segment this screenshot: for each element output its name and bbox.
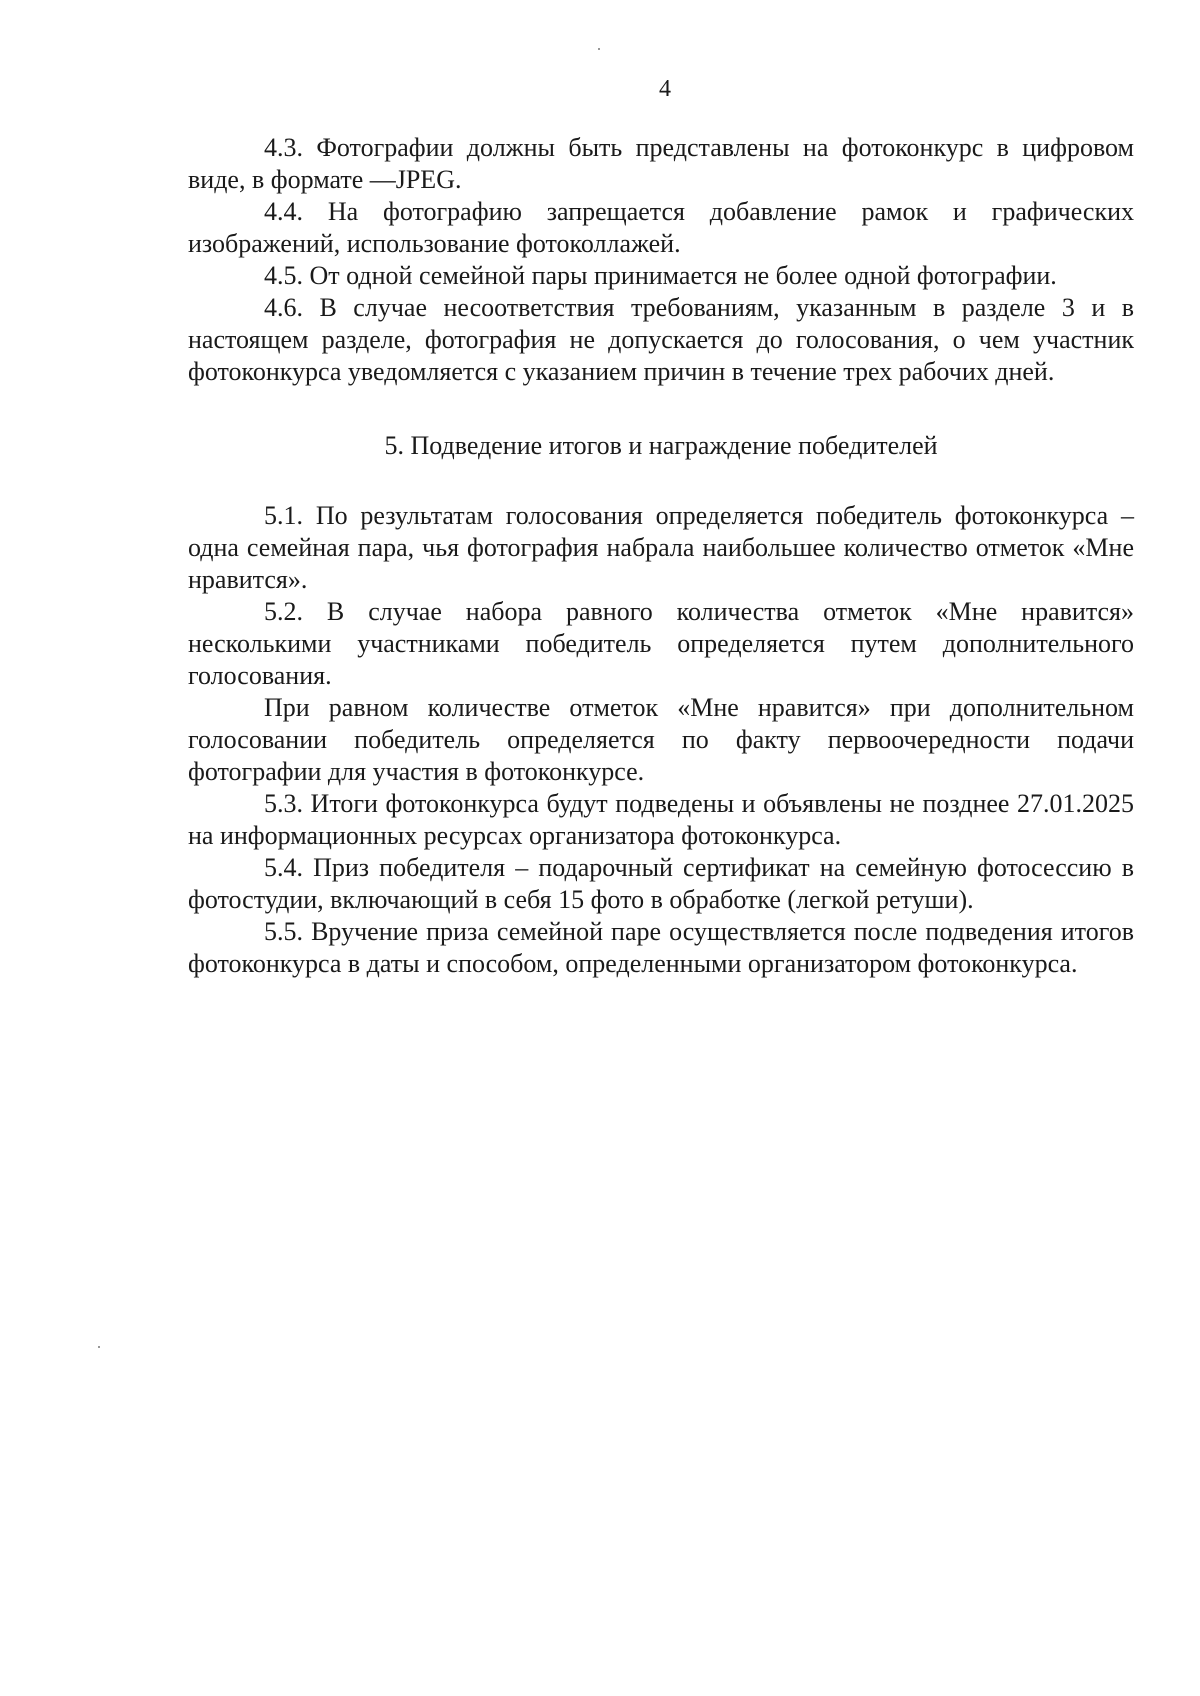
paragraph-5-5: 5.5. Вручение приза семейной паре осуществляется после подведения итогов фотоконкурса в даты и способом, определенными организатором фотоконкурса. [188, 917, 1134, 978]
scan-speck [98, 1346, 100, 1348]
paragraph-4-4: 4.4. На фотографию запрещается добавление рамок и графических изображений, использование фотоколлажей. [188, 197, 1134, 258]
paragraph-4-5: 4.5. От одной семейной пары принимается не более одной фотографии. [264, 261, 1057, 290]
paragraph-4-3: 4.3. Фотографии должны быть представлены на фотоконкурс в цифровом виде, в формате —JPEG. [188, 133, 1134, 194]
section-5-heading: 5. Подведение итогов и награждение победителей [384, 431, 938, 460]
paragraph-5-4: 5.4. Приз победителя – подарочный сертификат на семейную фотосессию в фотостудии, включающий в себя 15 фото в обработке (легкой ретуши). [188, 853, 1134, 914]
scan-speck [598, 48, 600, 50]
page-number: 4 [659, 76, 671, 102]
document-body [188, 132, 1134, 980]
paragraph-4-6: 4.6. В случае несоответствия требованиям, указанным в разделе 3 и в настоящем разделе, фотография не допускается до голосования, о чем участник фотоконкурса уведомляется с указанием причин в течение трех рабочих дней. [188, 293, 1134, 386]
paragraph-5-2-continued: При равном количестве отметок «Мне нравится» при дополнительном голосовании победитель определяется по факту первоочередности подачи фотографии для участия в фотоконкурсе. [188, 693, 1134, 786]
paragraph-5-3: 5.3. Итоги фотоконкурса будут подведены и объявлены не позднее 27.01.2025 на информационных ресурсах организатора фотоконкурса. [188, 789, 1134, 850]
paragraph-5-1: 5.1. По результатам голосования определяется победитель фотоконкурса – одна семейная пара, чья фотография набрала наибольшее количество отметок «Мне нравится». [188, 501, 1134, 594]
paragraph-5-2: 5.2. В случае набора равного количества отметок «Мне нравится» несколькими участниками победитель определяется путем дополнительного голосования. [188, 597, 1134, 690]
